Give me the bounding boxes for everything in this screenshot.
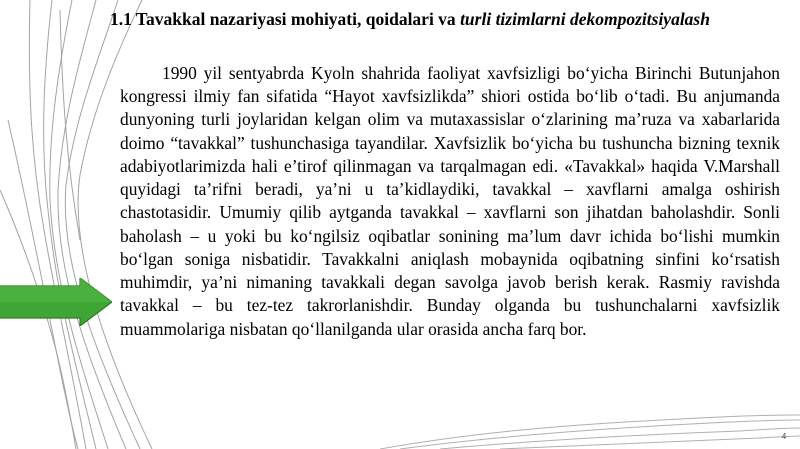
body-text-block: [120, 62, 780, 341]
page-number-badge: 4: [781, 431, 787, 441]
decorative-grass-bottom: [380, 389, 800, 449]
title-text-italic: turli tizimlarni dekompozitsiyalash: [460, 9, 710, 29]
body-paragraph: 1990 yil sentyabrda Kyoln shahrida faoliyat xavfsizligi bo‘yicha Birinchi Butunjahon kongressi ilmiy fan sifatida “Hayot xavfsizlikda” shiori ostida bo‘lib o‘tadi. Bu anjumanda dunyoning turli joylaridan kelgan olim va mutaxassislar o‘zlarining ma’ruza va xabarlarida doimo “tavakkal” tushunchasiga tayandilar. Xavfsizlik bo‘yicha bu tushuncha bizning texnik adabiyotlarimizda hali e’tirof qilinmagan va tarqalmagan edi. «Tavakkal» haqida V.Marshall quyidagi ta’rifni beradi, ya’ni u ta’kidlaydiki, tavakkal – xavflarni amalga oshirish chastotasidir. Umumiy qilib aytganda tavakkal – xavflarni son jihatdan baholashdir. Sonli baholash – u yoki bu ko‘ngilsiz oqibatlar sonining ma’lum davr ichida bo‘lishi mumkin bo‘lgan soniga nisbatidir. Tavakkalni aniqlash mobaynida oqibatning sinfini ko‘rsatish muhimdir, ya’ni nimaning tavakkali degan savolga javob berish kerak. Rasmiy ravishda tavakkal – bu tez-tez takrorlanishdir. Bunday olganda bu tushunchalarni xavfsizlik muammolariga nisbatan qo‘llanilganda ular orasida ancha farq bor.: [120, 63, 780, 339]
title-text-regular: 1.1 Tavakkal nazariyasi mohiyati, qoidalari va: [110, 9, 461, 29]
page-title: [110, 8, 710, 30]
green-arrow-icon: [0, 278, 112, 326]
